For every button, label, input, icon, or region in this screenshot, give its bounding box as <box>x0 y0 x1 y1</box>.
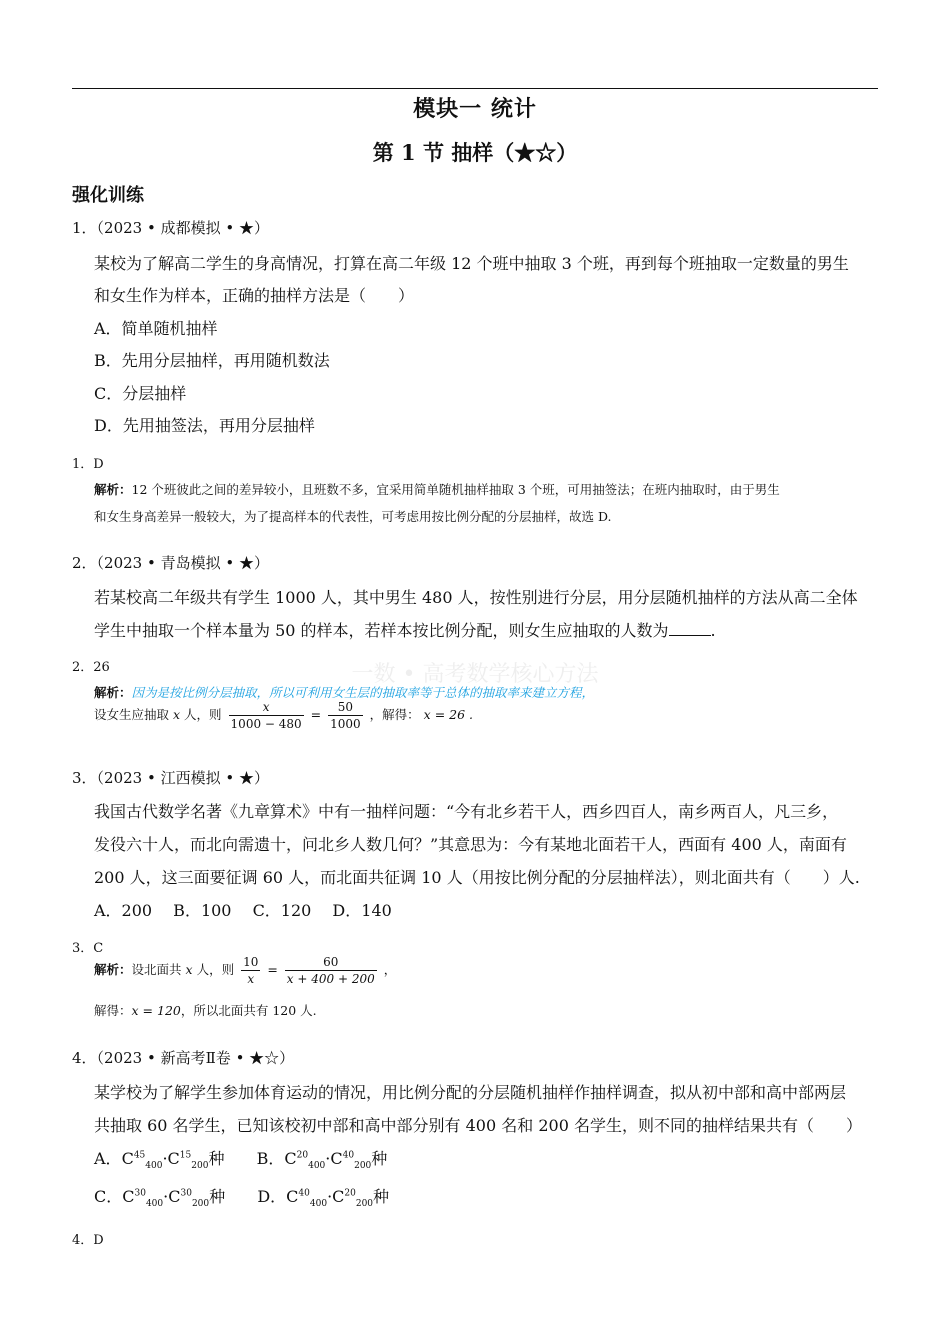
combination-symbol: C <box>122 1187 135 1206</box>
comb-sup: 30 <box>180 1188 192 1199</box>
q2-frac1-den: 1000 − 480 <box>230 717 302 731</box>
q3-frac1-den: x <box>247 972 255 986</box>
q1-expl-label: 解析： <box>94 482 132 497</box>
combination-symbol: C <box>168 1187 181 1206</box>
q3-fraction-1 <box>241 955 260 986</box>
q3-expl-post: ， <box>383 962 397 977</box>
q4-option-c <box>94 1187 230 1210</box>
q3-var-x: x <box>185 962 193 977</box>
q4-option-b-label: B． <box>256 1149 285 1168</box>
q2-answer: 2．26 <box>72 660 110 675</box>
q2-expl-pre: 设女生应抽取 <box>94 707 170 722</box>
q2-expl-label: 解析： <box>94 685 132 700</box>
q1-head: 1．（2023 • 成都模拟 • ★） <box>72 219 269 237</box>
comb-sub: 200 <box>354 1161 372 1172</box>
q3-solve-eq: x = 120 <box>131 1003 181 1018</box>
comb-sub: 200 <box>191 1199 210 1210</box>
comb-sup: 20 <box>296 1150 309 1161</box>
q4-option-d <box>257 1187 390 1210</box>
q4-answer: 4．D <box>72 1233 104 1248</box>
combination-symbol: C <box>121 1149 134 1168</box>
q2-line2 <box>94 618 716 641</box>
q2-line1: 若某校高二年级共有学生 1000 人，其中男生 480 人，按性别进行分层，用分层随机抽样的方法从高二全体 <box>94 588 858 607</box>
q2-explanation-formula <box>94 700 473 731</box>
q3-explanation-formula <box>94 955 396 986</box>
module-title: 模块一 统计 <box>413 96 537 122</box>
combination-symbol: C <box>284 1149 297 1168</box>
q2-head: 2．（2023 • 青岛模拟 • ★） <box>72 554 269 572</box>
q3-frac2-num: 60 <box>285 955 377 971</box>
q2-result: x = 26 . <box>423 707 473 722</box>
kind-label: 种 <box>208 1149 225 1168</box>
combination-symbol: C <box>167 1149 180 1168</box>
header-rule <box>72 88 878 89</box>
section-title: 第 1 节 抽样（★☆） <box>372 140 578 165</box>
q4-option-b <box>256 1149 388 1172</box>
q3-line1: 我国古代数学名著《九章算术》中有一抽样问题：“今有北乡若干人，西乡四百人，南乡两百人，凡三乡， <box>94 802 839 821</box>
q2-fraction-2 <box>328 700 363 731</box>
q4-head: 4．（2023 • 新高考Ⅱ卷 • ★☆） <box>72 1049 295 1067</box>
q3-solve-pre: 解得： <box>94 1003 132 1018</box>
answer-blank <box>669 621 711 636</box>
q4-option-c-expr <box>122 1187 226 1210</box>
kind-label: 种 <box>209 1187 226 1206</box>
q2-expl-post: ，解得： <box>369 707 420 722</box>
q4-options-row1 <box>94 1146 387 1171</box>
q3-line3: 200 人，这三面要征调 60 人，而北面共征调 10 人（用按比例分配的分层抽样法），则北面共有（ ）人. <box>94 868 860 887</box>
q4-option-d-label: D． <box>257 1187 287 1206</box>
q1-expl-text1: 12 个班彼此之间的差异较小，且班数不多，宜采用简单随机抽样抽取 3 个班，可用抽签法；在班内抽取时，由于男生 <box>131 482 780 497</box>
q3-expl-mid: 人，则 <box>196 962 235 977</box>
q3-frac2-den: x + 400 + 200 <box>286 972 375 986</box>
q2-fraction-1 <box>229 700 304 731</box>
comb-sup: 15 <box>179 1150 192 1161</box>
kind-label: 种 <box>373 1187 390 1206</box>
q2-line2-end: . <box>710 621 716 640</box>
comb-sup: 40 <box>298 1188 310 1199</box>
q4-option-a-label: A． <box>94 1149 122 1168</box>
q1-option-d: D．先用抽签法，再用分层抽样 <box>94 416 315 435</box>
q2-expl-hint: 因为是按比例分层抽取，所以可利用女生层的抽取率等于总体的抽取率来建立方程， <box>131 685 595 700</box>
q1-line2: 和女生作为样本，正确的抽样方法是（ ） <box>94 286 415 305</box>
q3-frac1-num: 10 <box>243 955 259 969</box>
q4-option-a-expr <box>121 1149 225 1172</box>
q4-option-b-expr <box>284 1149 388 1172</box>
comb-sup: 30 <box>134 1188 146 1199</box>
comb-sub: 400 <box>309 1199 328 1210</box>
kind-label: 种 <box>371 1149 388 1168</box>
q2-expl-mid: 人，则 <box>184 707 222 722</box>
multiply-dot: · <box>162 1149 168 1168</box>
q2-frac2-den: 1000 <box>330 717 361 731</box>
q4-line2: 共抽取 60 名学生，已知该校初中部和高中部分别有 400 名和 200 名学生，则不同的抽样结果共有（ ） <box>94 1116 862 1135</box>
q3-expl-pre: 设北面共 <box>131 962 182 977</box>
subheading: 强化训练 <box>72 185 144 206</box>
q1-option-c: C．分层抽样 <box>94 384 187 403</box>
q4-option-a <box>94 1149 230 1172</box>
q3-fraction-2 <box>285 955 377 986</box>
multiply-dot: · <box>327 1187 333 1206</box>
comb-sub: 400 <box>145 1199 164 1210</box>
q4-options-row2 <box>94 1184 389 1209</box>
comb-sub: 400 <box>145 1161 163 1172</box>
q4-option-c-label: C． <box>94 1187 123 1206</box>
combination-symbol: C <box>286 1187 299 1206</box>
comb-sub: 400 <box>308 1161 326 1172</box>
q1-line1: 某校为了解高二学生的身高情况，打算在高二年级 12 个班中抽取 3 个班，再到每个班抽取一定数量的男生 <box>94 254 849 273</box>
q1-explanation-line2: 和女生身高差异一般较大，为了提高样本的代表性，可考虑用按比例分配的分层抽样，故选 D. <box>94 509 612 524</box>
q3-expl-label: 解析： <box>94 962 132 977</box>
multiply-dot: · <box>163 1187 169 1206</box>
comb-sub: 200 <box>355 1199 374 1210</box>
combination-symbol: C <box>332 1187 345 1206</box>
q2-frac2-num: 50 <box>328 700 363 716</box>
q3-head: 3．（2023 • 江西模拟 • ★） <box>72 769 269 787</box>
q3-solve-post: ，所以北面共有 120 人. <box>180 1003 317 1018</box>
q3-line2: 发役六十人，而北向需遗十，问北乡人数几何？”其意思为：今有某地北面若干人，西面有 400 人，南面有 <box>94 835 847 854</box>
q3-options: A．200 B．100 C．120 D．140 <box>94 901 392 920</box>
q2-equals: = <box>310 707 322 722</box>
q1-answer: 1．D <box>72 457 104 472</box>
q3-explanation-solve <box>94 1001 317 1019</box>
q2-var-x: x <box>173 707 181 722</box>
comb-sup: 40 <box>342 1150 355 1161</box>
q1-option-a: A．简单随机抽样 <box>94 319 218 338</box>
q3-answer: 3．C <box>72 941 104 956</box>
watermark: 一数 • 高考数学核心方法 <box>351 662 599 687</box>
q1-option-b: B．先用分层抽样，再用随机数法 <box>94 351 330 370</box>
multiply-dot: · <box>325 1149 331 1168</box>
comb-sup: 20 <box>344 1188 356 1199</box>
q2-frac1-num: x <box>229 700 304 716</box>
q4-option-d-expr <box>286 1187 390 1210</box>
comb-sub: 200 <box>191 1161 209 1172</box>
q1-explanation-line1 <box>94 480 780 498</box>
combination-symbol: C <box>330 1149 343 1168</box>
q3-equals: = <box>267 962 278 977</box>
q4-line1: 某学校为了解学生参加体育运动的情况，用比例分配的分层随机抽样作抽样调查，拟从初中部和高中部两层 <box>94 1083 847 1102</box>
q2-explanation-hint <box>94 683 594 701</box>
comb-sup: 45 <box>133 1150 146 1161</box>
q2-line2-text: 学生中抽取一个样本量为 50 的样本，若样本按比例分配，则女生应抽取的人数为 <box>94 621 669 640</box>
